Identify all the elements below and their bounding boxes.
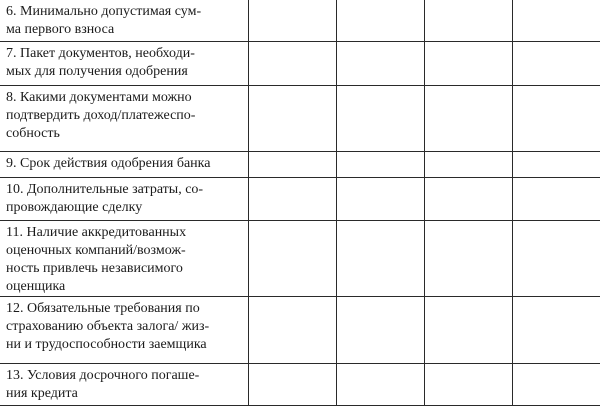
row-label: 9. Срок действия одобрения банка (6, 155, 211, 171)
table-row (0, 363, 600, 405)
empty-cell[interactable] (512, 151, 600, 177)
empty-cell[interactable] (248, 85, 336, 151)
empty-cell[interactable] (512, 296, 600, 363)
row-label-cell (0, 177, 248, 220)
empty-cell[interactable] (336, 85, 424, 151)
empty-cell[interactable] (248, 220, 336, 296)
empty-cell[interactable] (336, 151, 424, 177)
empty-cell[interactable] (336, 363, 424, 405)
empty-cell[interactable] (336, 220, 424, 296)
empty-cell[interactable] (512, 41, 600, 85)
table-row (0, 151, 600, 177)
row-label-cell (0, 85, 248, 151)
row-label: 6. Минимально допустимая сум- ма первого взноса (6, 4, 202, 37)
row-label-cell (0, 296, 248, 363)
empty-cell[interactable] (248, 296, 336, 363)
row-label-cell (0, 220, 248, 296)
row-label: 13. Условия досрочного погаше- ния кредита (6, 367, 200, 401)
row-label: 12. Обязательные требования по страхованию объекта залога/ жиз- ни и трудоспособности заемщика (6, 300, 210, 352)
table-row (0, 41, 600, 85)
empty-cell[interactable] (424, 220, 512, 296)
empty-cell[interactable] (424, 0, 512, 41)
table-row (0, 85, 600, 151)
empty-cell[interactable] (424, 41, 512, 85)
table-row (0, 296, 600, 363)
row-label: 10. Дополнительные затраты, со- провождающие сделку (6, 181, 204, 215)
table-row (0, 0, 600, 41)
row-label-cell (0, 0, 248, 41)
row-label: 8. Какими документами можно подтвердить доход/платежеспо- собность (6, 89, 196, 141)
empty-cell[interactable] (424, 177, 512, 220)
empty-cell[interactable] (248, 41, 336, 85)
empty-cell[interactable] (512, 363, 600, 405)
empty-cell[interactable] (336, 41, 424, 85)
empty-cell[interactable] (248, 363, 336, 405)
row-label-cell (0, 151, 248, 177)
row-label-cell (0, 41, 248, 85)
empty-cell[interactable] (336, 296, 424, 363)
empty-cell[interactable] (248, 177, 336, 220)
empty-cell[interactable] (424, 296, 512, 363)
empty-cell[interactable] (336, 177, 424, 220)
empty-cell[interactable] (424, 85, 512, 151)
empty-cell[interactable] (512, 177, 600, 220)
row-label: 11. Наличие аккредитованных оценочных компаний/возмож- ность привлечь независимого оценщика (6, 224, 187, 294)
row-label: 7. Пакет документов, необходи- мых для получения одобрения (6, 45, 195, 79)
empty-cell[interactable] (248, 151, 336, 177)
table-row (0, 177, 600, 220)
table-row (0, 220, 600, 296)
empty-cell[interactable] (424, 363, 512, 405)
empty-cell[interactable] (512, 0, 600, 41)
empty-cell[interactable] (512, 220, 600, 296)
row-label-cell (0, 363, 248, 405)
empty-cell[interactable] (424, 151, 512, 177)
empty-cell[interactable] (336, 0, 424, 41)
empty-cell[interactable] (512, 85, 600, 151)
empty-cell[interactable] (248, 0, 336, 41)
